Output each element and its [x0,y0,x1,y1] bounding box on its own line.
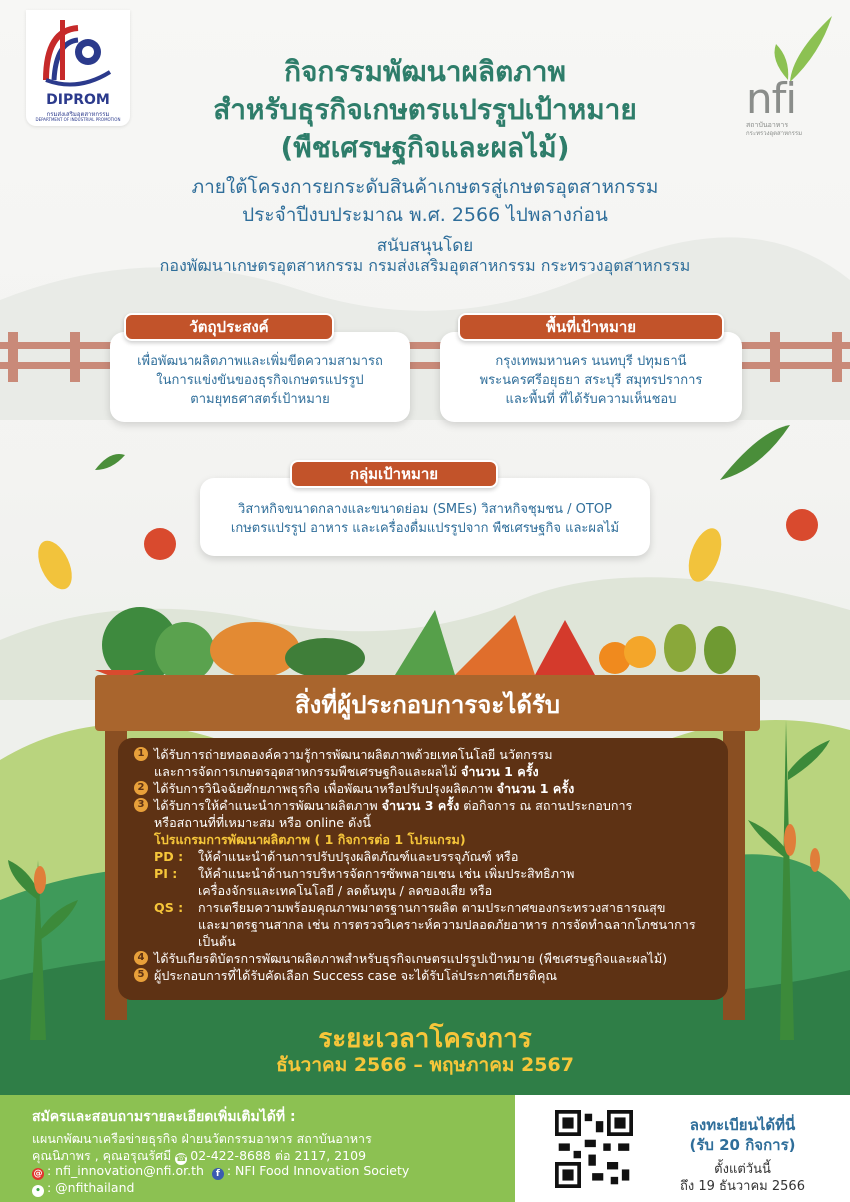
sponsor-label: สนับสนุนโดย [376,236,474,256]
contact-email[interactable]: : nfi_innovation@nfi.or.th [47,1163,204,1178]
dip-sub-en: DEPARTMENT OF INDUSTRIAL PROMOTION [35,117,121,122]
dip-sub: กรมส่งเสริมอุตสาหกรรม [46,111,110,118]
benefit-count: จำนวน 1 ครั้ง [461,764,539,779]
dip-emblem-icon [26,10,130,90]
objective-box [110,332,410,422]
period-value: ธันวาคม 2566 – พฤษภาคม 2567 [276,1054,574,1076]
contact-heading: สมัครและสอบถามรายละเอียดเพิ่มเติมได้ที่ : [32,1109,296,1125]
benefit-text: ผู้ประกอบการที่ได้รับคัดเลือก Success case จะได้รับโล่ประกาศเกียรติคุณ [154,968,558,983]
phone-icon: ☎ [175,1154,187,1164]
facebook-icon: f [212,1168,224,1180]
register-line4: ถึง 19 ธันวาคม 2566 [680,1179,805,1194]
dip-logo-icon [26,10,130,126]
title-line2: สำหรับธุรกิจเกษตรแปรรูปเป้าหมาย [213,93,637,126]
produce-illustration [95,590,760,680]
contact-names: คุณนิภาพร , คุณอรุณรัศมี [32,1148,176,1163]
program-text: ให้คำแนะนำด้านการปรับปรุงผลิตภัณฑ์และบรรจุภัณฑ์ หรือ [198,849,519,864]
line-icon: • [32,1185,44,1197]
contact-line1: แผนกพัฒนาเครือข่ายธุรกิจ ฝ่ายนวัตกรรมอาหาร สถาบันอาหาร [32,1131,372,1146]
program-text: การเตรียมความพร้อมคุณภาพมาตรฐานการผลิต ตามประกาศของกระทรวงสาธารณสุข [198,900,666,915]
benefit-number: 4 [134,951,148,965]
nfi-line2: กระทรวงอุตสาหกรรม [746,130,803,137]
register-line3: ตั้งแต่วันนี้ [714,1162,771,1177]
contact-line3 [32,1163,409,1180]
program-code: PD : [154,849,184,864]
contact-facebook[interactable]: : NFI Food Innovation Society [226,1163,410,1178]
title-line3: (พืชเศรษฐกิจและผลไม้) [280,131,570,164]
sponsor-org: กองพัฒนาเกษตรอุตสาหกรรม กรมส่งเสริมอุตสาหกรรม กระทรวงอุตสาหกรรม [159,256,691,275]
benefit-number: 5 [134,968,148,982]
benefits-board [118,738,728,1000]
area-line: พระนครศรีอยุธยา สระบุรี สมุทรปราการ [479,373,703,388]
benefit-count: จำนวน 3 ครั้ง [381,798,460,813]
contact-line4 [32,1180,134,1197]
benefit-item-3 [134,797,714,848]
nfi-logo [740,14,835,137]
nfi-name: nfi [746,74,797,123]
benefit-text: ต่อกิจการ ณ สถานประกอบการ [459,798,633,813]
benefit-text: หรือสถานที่ที่เหมาะสม หรือ online ดังนี้ [154,815,371,830]
benefit-text: ได้รับการวินิจฉัยศักยภาพธุรกิจ เพื่อพัฒนาหรือปรับปรุงผลิตภาพ [154,781,497,796]
register-line1: ลงทะเบียนได้ที่นี่ [689,1116,796,1134]
benefit-item-2 [134,780,714,797]
program-pi [134,865,714,882]
benefit-number: 2 [134,781,148,795]
benefit-count: จำนวน 1 ครั้ง [496,781,575,796]
objective-header: วัตถุประสงค์ [124,313,334,341]
title-line1: กิจกรรมพัฒนาผลิตภาพ [284,55,566,88]
objective-line: เพื่อพัฒนาผลิตภาพและเพิ่มขีดความสามารถ [137,354,383,369]
benefit-text: และการจัดการเกษตรอุตสาหกรรมพืชเศรษฐกิจและผลไม้ [154,764,462,779]
program-text: ให้คำแนะนำด้านการบริหารจัดการซัพพลายเชน เช่น เพิ่มประสิทธิภาพ [198,866,575,881]
benefit-item-1 [134,746,714,780]
subtitle-line1: ภายใต้โครงการยกระดับสินค้าเกษตรสู่เกษตรอุตสาหกรรม [191,176,659,198]
program-heading: โปรแกรมการพัฒนาผลิตภาพ ( 1 กิจการต่อ 1 โปรแกรม) [154,832,466,847]
target-header: กลุ่มเป้าหมาย [290,460,498,488]
subtitle-line2: ประจำปีงบประมาณ พ.ศ. 2566 ไปพลางก่อน [242,204,608,226]
benefit-number: 1 [134,747,148,761]
target-line: เกษตรแปรรูป อาหาร และเครื่องดื่มแปรรูปจาก พืชเศรษฐกิจ และผลไม้ [230,521,620,536]
contact-phone[interactable]: 02-422-8688 ต่อ 2117, 2109 [190,1148,367,1163]
contact-line-id[interactable]: : @nfithailand [47,1180,135,1195]
dip-name: DIPROM [46,92,110,108]
objective-line: ตามยุทธศาสตร์เป้าหมาย [190,392,330,407]
program-pd [134,848,714,865]
program-code: PI : [154,866,178,881]
benefit-text: ได้รับการให้คำแนะนำการพัฒนาผลิตภาพ [154,798,382,813]
qr-code-icon[interactable] [555,1110,633,1188]
register-line2: (รับ 20 กิจการ) [689,1136,796,1154]
benefit-item-4 [134,950,714,967]
program-qs [134,899,714,916]
area-line: และพื้นที่ ที่ได้รับความเห็นชอบ [505,392,677,407]
target-box [200,478,650,556]
benefit-text: ได้รับเกียรติบัตรการพัฒนาผลิตภาพสำหรับธุรกิจเกษตรแปรรูปเป้าหมาย (พืชเศรษฐกิจและผลไม้) [154,951,668,966]
program-code: QS : [154,900,184,915]
area-line: กรุงเทพมหานคร นนทบุรี ปทุมธานี [495,354,687,369]
program-text: เครื่องจักรและเทคโนโลยี / ลดต้นทุน / ลดของเสีย หรือ [198,883,493,898]
area-box [440,332,742,422]
benefit-item-5 [134,967,714,984]
benefits-banner [95,675,760,731]
nfi-line1: สถาบันอาหาร [746,121,789,129]
program-text: และมาตรฐานสากล เช่น การตรวจวิเคราะห์ความปลอดภัยอาหาร การจัดทำฉลากโภชนาการ เป็นต้น [198,917,696,949]
objective-line: ในการแข่งขันของธุรกิจเกษตรแปรรูป [156,373,364,388]
target-line: วิสาหกิจขนาดกลางและขนาดย่อม (SMEs) วิสาหกิจชุมชน / OTOP [238,502,612,517]
benefit-text: ได้รับการถ่ายทอดองค์ความรู้การพัฒนาผลิตภาพด้วยเทคโนโลยี นวัตกรรม [154,747,553,762]
area-header: พื้นที่เป้าหมาย [458,313,724,341]
benefits-header: สิ่งที่ผู้ประกอบการจะได้รับ [294,691,561,719]
email-icon: @ [33,1169,43,1179]
period-label: ระยะเวลาโครงการ [318,1024,532,1054]
benefit-number: 3 [134,798,148,812]
